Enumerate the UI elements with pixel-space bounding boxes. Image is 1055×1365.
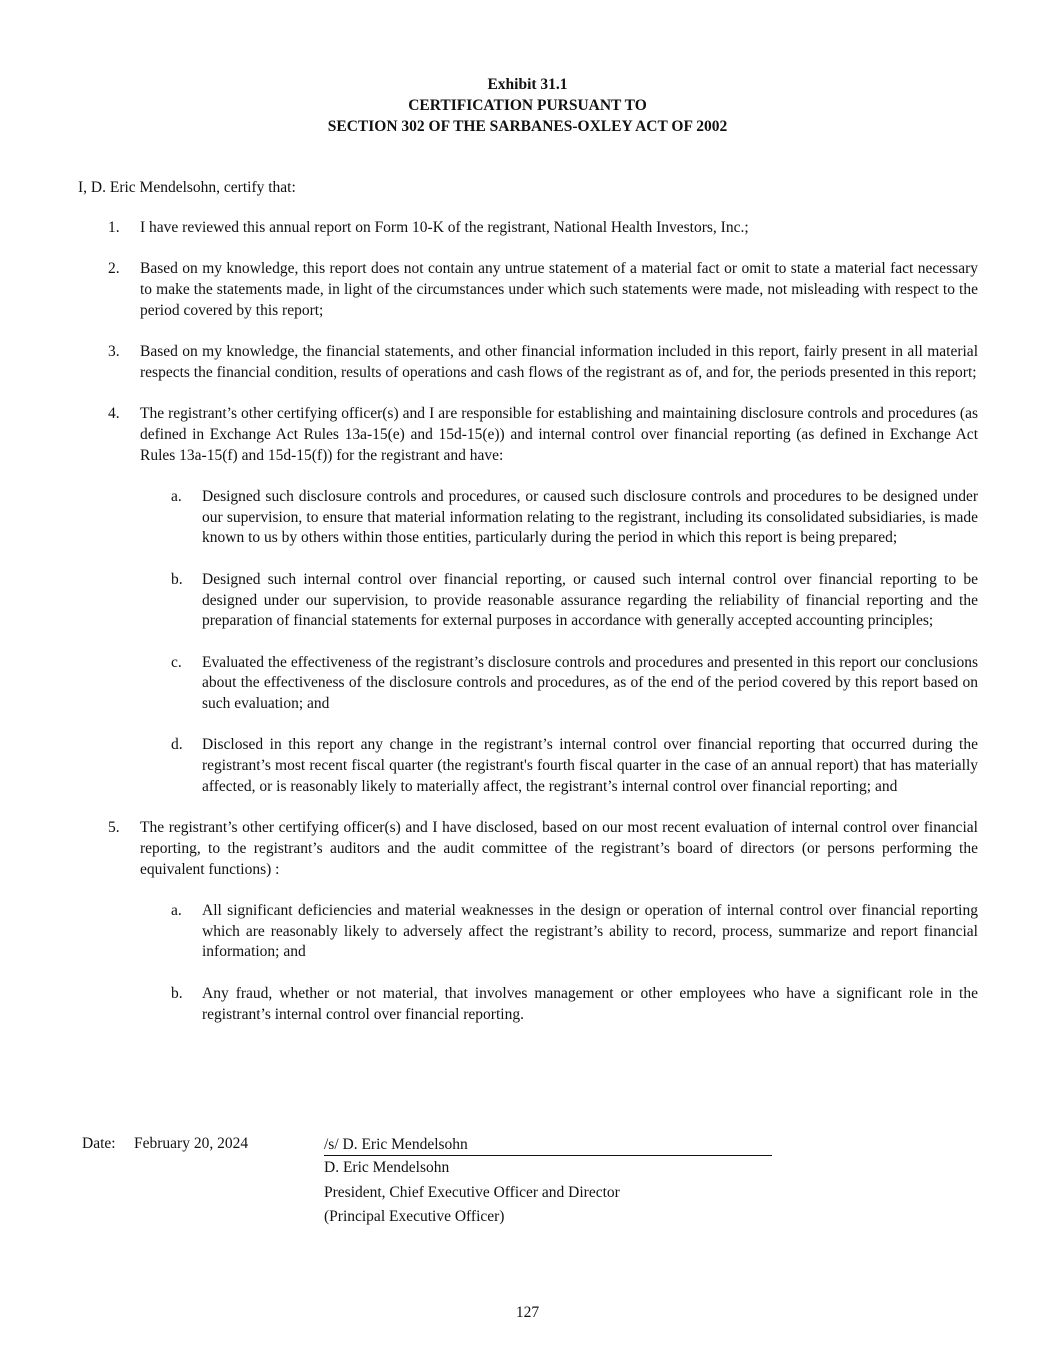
sub-item-letter: b. [171,984,183,1002]
document-header [0,74,1055,137]
certification-items [0,218,1055,1046]
sub-item [0,735,1055,797]
signer-role: (Principal Executive Officer) [324,1208,505,1225]
item-text: Based on my knowledge, this report does not contain any untrue statement of a material fact or omit to state a material fact necessary to make the statements made, in light of the circumstances under which such statements were made, not misleading with respect to the period covered by this report; [140,260,978,319]
sub-item-list [0,901,1055,1025]
signer-name: D. Eric Mendelsohn [324,1159,450,1176]
sub-item-text: Disclosed in this report any change in the registrant’s internal control over financial reporting that occurred during the registrant’s most recent fiscal quarter (the registrant's fourth fiscal quarter in the case of an annual report) that has materially affected, or is reasonably likely to materially affect, the registrant’s internal control over financial reporting; and [202,736,978,795]
item-text: Based on my knowledge, the financial statements, and other financial information included in this report, fairly present in all material respects the financial condition, results of operations and cash flows of the registrant as of, and for, the periods presented in this report; [140,343,978,381]
signer-title: President, Chief Executive Officer and Director [324,1183,620,1201]
item-number: 1. [108,219,120,236]
sub-item [0,653,1055,715]
intro-statement: I, D. Eric Mendelsohn, certify that: [78,179,296,196]
sub-item [0,984,1055,1025]
sub-item-text: Any fraud, whether or not material, that involves management or other employees who have a significant role in the registrant’s internal control over financial reporting. [202,984,978,1023]
sub-item-letter: a. [171,902,182,920]
item-text: I have reviewed this annual report on Form 10-K of the registrant, National Health Investors, Inc.; [140,219,749,236]
item-number: 5. [108,819,120,837]
title-line-2: SECTION 302 OF THE SARBANES-OXLEY ACT OF 2002 [327,118,728,135]
certification-item [0,404,1055,797]
signer-details [324,1134,772,1230]
title-line-1: CERTIFICATION PURSUANT TO [408,97,647,114]
item-number: 3. [108,343,120,361]
sub-item-letter: a. [171,488,182,506]
sub-item [0,901,1055,963]
sub-item-letter: b. [171,570,183,588]
date-value: February 20, 2024 [134,1135,249,1152]
signature-line: /s/ D. Eric Mendelsohn [324,1134,772,1156]
sub-item-text: Designed such disclosure controls and procedures, or caused such disclosure controls and procedures to be designed under our supervision, to ensure that material information relating to the registrant, including its consolidated subsidiaries, is made known to us by others within those entities, particularly during the period in which this report is being prepared; [202,488,978,547]
sub-item [0,487,1055,549]
sub-item-letter: d. [171,736,183,754]
item-number: 4. [108,405,120,423]
sub-item-list [0,487,1055,798]
certification-item [0,259,1055,321]
sub-item [0,570,1055,632]
certification-item [0,218,1055,239]
item-text: The registrant’s other certifying officer(s) and I have disclosed, based on our most recent evaluation of internal control over financial reporting, to the registrant’s auditors and the audit committee of the registrant’s board of directors (or persons performing the equivalent functions) : [140,819,978,878]
sub-item-text: Designed such internal control over financial reporting, or caused such internal control over financial reporting to be designed under our supervision, to provide reasonable assurance regarding the reliability of financial reporting and the preparation of financial statements for external purposes in accordance with generally accepted accounting principles; [202,570,978,630]
sub-item-text: All significant deficiencies and material weaknesses in the design or operation of internal control over financial reporting which are reasonably likely to adversely affect the registrant’s ability to record, process, summarize and report financial information; and [202,902,978,961]
page-number: 127 [515,1304,540,1321]
item-number: 2. [108,260,120,278]
certification-item [0,342,1055,383]
date-label: Date: [82,1135,116,1152]
sub-item-text: Evaluated the effectiveness of the registrant’s disclosure controls and procedures and presented in this report our conclusions about the effectiveness of the disclosure controls and procedures, as of the end of the period covered by this report based on such evaluation; and [202,653,978,713]
certification-item [0,818,1055,1025]
item-text: The registrant’s other certifying officer(s) and I are responsible for establishing and maintaining disclosure controls and procedures (as defined in Exchange Act Rules 13a-15(e) and 15d-15(e)) and internal control over financial reporting (as defined in Exchange Act Rules 13a-15(f) and 15d-15(f)) for the registrant and have: [140,405,978,464]
exhibit-label: Exhibit 31.1 [487,76,568,93]
sub-item-letter: c. [171,653,182,671]
